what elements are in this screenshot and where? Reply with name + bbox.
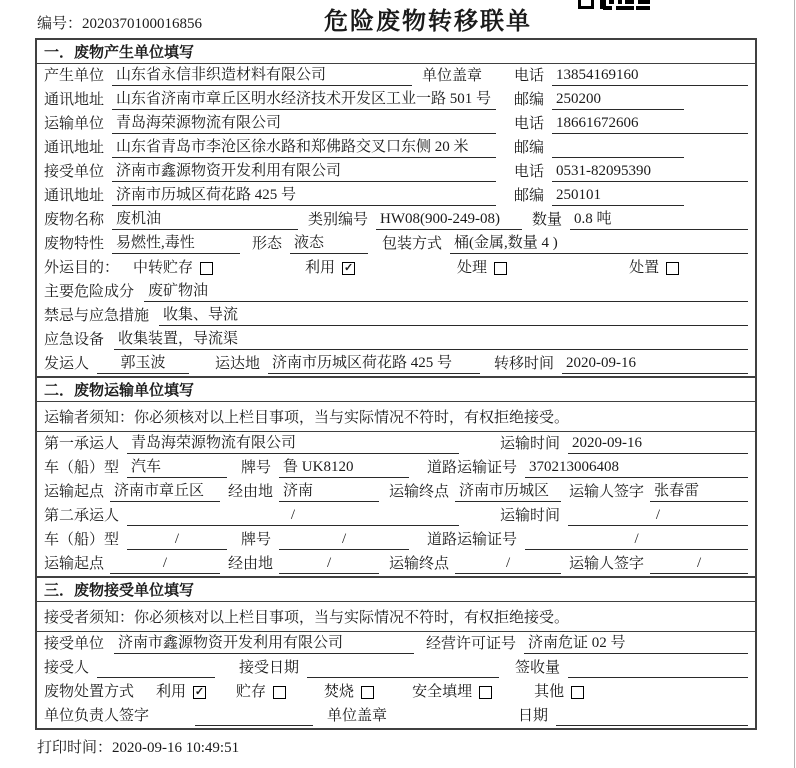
route-end-label: 运输终点 <box>389 484 450 500</box>
producer-address-value: 山东省济南市章丘区明水经济技术开发区工业一路 501 号 <box>112 90 496 110</box>
packaging-label: 包装方式 <box>382 236 443 252</box>
route2-end-label: 运输终点 <box>389 556 450 572</box>
print-time-line <box>37 736 796 757</box>
route-end-value: 济南市历城区 <box>455 482 561 502</box>
waste-property-label: 废物特性 <box>44 236 105 252</box>
transport-time-value: 2020-09-16 <box>568 434 748 454</box>
responsible-signature-value <box>195 725 313 726</box>
route-via-value: 济南 <box>279 482 379 502</box>
date-label: 日期 <box>517 708 548 724</box>
transport-time-label: 运输时间 <box>499 436 560 452</box>
route2-via-label: 经由地 <box>228 556 274 572</box>
disposal-landfill-label: 安全填埋 <box>412 684 473 700</box>
form-state-label: 形态 <box>252 236 283 252</box>
purpose-treatment-group <box>457 259 507 278</box>
receiver-zip-value: 250101 <box>552 186 684 206</box>
page-title: 危险废物转移联单 <box>324 9 532 35</box>
emergency-equipment-value: 收集装置，导流渠 <box>114 330 748 350</box>
print-time-value: 2020-09-16 10:49:51 <box>112 740 240 756</box>
disposal-use-checkbox <box>193 686 206 699</box>
responsible-signature-label: 单位负责人签字 <box>44 708 150 724</box>
emergency-equipment-row <box>37 328 755 352</box>
producer-phone-value: 13854169160 <box>552 66 748 86</box>
disposal-incineration-group <box>324 683 374 702</box>
second-carrier-label: 第二承运人 <box>44 508 120 524</box>
vehicle-type-label: 车（船）型 <box>44 460 120 476</box>
emergency-measures-label: 禁忌与应急措施 <box>44 308 150 324</box>
first-carrier-row <box>37 432 755 456</box>
receiver-zip-label: 邮编 <box>514 188 545 204</box>
disposal-incineration-label: 焚烧 <box>324 684 355 700</box>
shipper-row <box>37 352 755 376</box>
producer-unit-label: 产生单位 <box>44 68 105 84</box>
vehicle-type2-value: / <box>127 530 227 550</box>
receiver-notice: 接受者须知：你必须核对以上栏目事项，当与实际情况不符时，有权拒绝接受。 <box>37 602 755 632</box>
check-mark: ✓ <box>194 686 205 698</box>
license-number-label: 经营许可证号 <box>426 636 517 652</box>
disposal-method-label: 废物处置方式 <box>44 684 135 700</box>
producer-address-label: 通讯地址 <box>44 92 105 108</box>
transporter-address-value: 山东省青岛市李沧区徐水路和郑佛路交叉口东侧 20 米 <box>112 138 496 158</box>
plate-number2-value: / <box>279 530 409 550</box>
waste-property-row <box>37 232 755 256</box>
producer-zip-label: 邮编 <box>514 92 545 108</box>
transporter-notice: 运输者须知：你必须核对以上栏目事项，当与实际情况不符时，有权拒绝接受。 <box>37 402 755 432</box>
first-carrier-value: 青岛海荣源物流有限公司 <box>127 434 459 454</box>
disposal-landfill-checkbox <box>479 686 492 699</box>
disposal-other-group <box>534 683 584 702</box>
receiver-phone-label: 电话 <box>514 164 545 180</box>
unit-seal2-label: 单位盖章 <box>327 708 388 724</box>
received-amount-value <box>568 677 748 678</box>
carrier-signature-label: 运输人签字 <box>569 484 645 500</box>
receiver-unit-value: 济南市鑫源物资开发利用有限公司 <box>112 162 496 182</box>
disposal-other-checkbox <box>571 686 584 699</box>
section2-header: 二．废物运输单位填写 <box>37 376 755 402</box>
route2-row <box>37 552 755 576</box>
responsible-signature-row <box>37 704 755 728</box>
route-row <box>37 480 755 504</box>
route2-via-value: / <box>279 554 379 574</box>
transporter-phone-label: 电话 <box>514 116 545 132</box>
accepting-unit-row <box>37 632 755 656</box>
serial-number: 2020370100016856 <box>82 16 203 32</box>
page-edge-line <box>794 0 795 768</box>
emergency-equipment-label: 应急设备 <box>44 332 105 348</box>
transfer-purpose-label: 外运目的： <box>44 260 120 276</box>
category-code-value: HW08(900-249-08) <box>376 210 522 230</box>
second-carrier-row <box>37 504 755 528</box>
route-origin-label: 运输起点 <box>44 484 105 500</box>
accept-date-label: 接受日期 <box>239 660 300 676</box>
route2-origin-value: / <box>110 554 220 574</box>
vehicle-type-value: 汽车 <box>127 458 227 478</box>
vehicle-type-row <box>37 456 755 480</box>
hazard-component-label: 主要危险成分 <box>44 284 135 300</box>
second-carrier-value: / <box>127 506 459 526</box>
receiver-phone-value: 0531-82095390 <box>552 162 748 182</box>
carrier2-signature-value: / <box>650 554 748 574</box>
vehicle-type2-row <box>37 528 755 552</box>
date-value <box>556 725 748 726</box>
shipper-label: 发运人 <box>44 356 90 372</box>
print-time-label: 打印时间： <box>37 740 113 756</box>
disposal-landfill-group <box>412 683 492 702</box>
purpose-disposal-group <box>629 259 679 278</box>
producer-unit-value: 山东省永信非织造材料有限公司 <box>112 66 412 86</box>
purpose-disposal-label: 处置 <box>629 260 660 276</box>
producer-phone-label: 电话 <box>514 68 545 84</box>
purpose-use-checkbox <box>342 262 355 275</box>
disposal-method-row <box>37 680 755 704</box>
packaging-value: 桶(金属,数量 4 ) <box>450 234 748 254</box>
transporter-unit-label: 运输单位 <box>44 116 105 132</box>
accepting-unit-value: 济南市鑫源物资开发利用有限公司 <box>114 634 414 654</box>
hazard-component-row <box>37 280 755 304</box>
acceptor-value <box>97 677 215 678</box>
receiver-address-value: 济南市历城区荷花路 425 号 <box>112 186 496 206</box>
waste-property-value: 易燃性,毒性 <box>112 234 240 254</box>
transporter-address-row <box>37 136 755 160</box>
route-origin-value: 济南市章丘区 <box>110 482 220 502</box>
route2-origin-label: 运输起点 <box>44 556 105 572</box>
purpose-transfer-storage-group <box>133 259 213 278</box>
transfer-time-label: 转移时间 <box>494 356 555 372</box>
producer-unit-row <box>37 64 755 88</box>
section1-header: 一．废物产生单位填写 <box>37 40 755 64</box>
form-state-value: 液态 <box>290 234 368 254</box>
emergency-measures-value: 收集、导流 <box>159 306 748 326</box>
manifest-form <box>35 38 757 730</box>
receiver-unit-row <box>37 160 755 184</box>
transfer-purpose-row <box>37 256 755 280</box>
plate-number-value: 鲁 UK8120 <box>279 458 409 478</box>
destination-value: 济南市历城区荷花路 425 号 <box>268 354 480 374</box>
unit-seal-label: 单位盖章 <box>422 68 483 84</box>
disposal-storage-label: 贮存 <box>236 684 267 700</box>
shipper-value: 郭玉波 <box>97 354 189 374</box>
transporter-unit-row <box>37 112 755 136</box>
received-amount-label: 签收量 <box>515 660 561 676</box>
transport-time2-value: / <box>568 506 748 526</box>
transporter-unit-value: 青岛海荣源物流有限公司 <box>112 114 496 134</box>
emergency-measures-row <box>37 304 755 328</box>
disposal-other-label: 其他 <box>534 684 565 700</box>
qr-code-fragment <box>578 0 652 11</box>
quantity-value: 0.8 吨 <box>570 210 748 230</box>
road-permit-value: 370213006408 <box>525 458 748 478</box>
transporter-zip-label: 邮编 <box>514 140 545 156</box>
accept-date-value <box>307 677 499 678</box>
purpose-use-group <box>305 259 355 278</box>
quantity-label: 数量 <box>532 212 563 228</box>
disposal-incineration-checkbox <box>361 686 374 699</box>
receiver-unit-label: 接受单位 <box>44 164 105 180</box>
producer-address-row <box>37 88 755 112</box>
license-number-value: 济南危证 02 号 <box>524 634 748 654</box>
transporter-zip-value <box>552 157 684 158</box>
disposal-storage-group <box>236 683 286 702</box>
disposal-storage-checkbox <box>273 686 286 699</box>
purpose-transfer-storage-checkbox <box>200 262 213 275</box>
transfer-time-value: 2020-09-16 <box>562 354 748 374</box>
purpose-disposal-checkbox <box>666 262 679 275</box>
purpose-use-label: 利用 <box>305 260 336 276</box>
waste-name-row <box>37 208 755 232</box>
document-header <box>0 0 796 38</box>
waste-name-label: 废物名称 <box>44 212 105 228</box>
disposal-use-group <box>156 683 206 702</box>
waste-name-value: 废机油 <box>112 210 298 230</box>
check-mark: ✓ <box>343 262 354 274</box>
route-via-label: 经由地 <box>228 484 274 500</box>
hazard-component-value: 废矿物油 <box>144 282 748 302</box>
carrier-signature-value: 张春雷 <box>650 482 748 502</box>
accepting-unit-label: 接受单位 <box>44 636 105 652</box>
category-code-label: 类别编号 <box>308 212 369 228</box>
route2-end-value: / <box>455 554 561 574</box>
acceptor-row <box>37 656 755 680</box>
transport-time2-label: 运输时间 <box>499 508 560 524</box>
road-permit-label: 道路运输证号 <box>427 460 518 476</box>
serial-label: 编号： <box>37 16 83 32</box>
transporter-phone-value: 18661672606 <box>552 114 748 134</box>
disposal-use-label: 利用 <box>156 684 187 700</box>
plate-number-label: 牌号 <box>241 460 272 476</box>
transporter-address-label: 通讯地址 <box>44 140 105 156</box>
road-permit2-value: / <box>525 530 748 550</box>
receiver-address-row <box>37 184 755 208</box>
purpose-treatment-checkbox <box>494 262 507 275</box>
producer-zip-value: 250200 <box>552 90 684 110</box>
carrier2-signature-label: 运输人签字 <box>569 556 645 572</box>
vehicle-type2-label: 车（船）型 <box>44 532 120 548</box>
receiver-address-label: 通讯地址 <box>44 188 105 204</box>
acceptor-label: 接受人 <box>44 660 90 676</box>
purpose-transfer-storage-label: 中转贮存 <box>133 260 194 276</box>
plate-number2-label: 牌号 <box>241 532 272 548</box>
road-permit2-label: 道路运输证号 <box>427 532 518 548</box>
first-carrier-label: 第一承运人 <box>44 436 120 452</box>
purpose-treatment-label: 处理 <box>457 260 488 276</box>
section3-header: 三．废物接受单位填写 <box>37 576 755 602</box>
destination-label: 运达地 <box>215 356 261 372</box>
